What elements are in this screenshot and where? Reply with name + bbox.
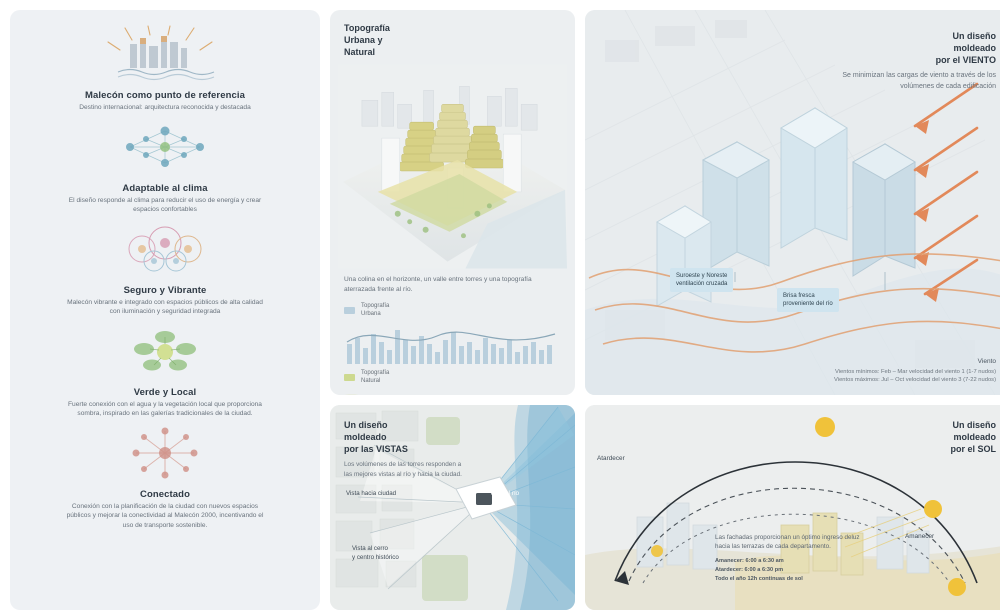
green-leaves-icon [70, 321, 260, 383]
principle-text: Conexión con la planificación de la ciudad con nuevos espacios públicos y mejorar la conectividad al Malecón 2000, incentivando el uso de transporte sostenible. [66, 502, 264, 529]
principle-title: Conectado [140, 488, 190, 500]
sun-note-block [715, 533, 875, 584]
sun-times: Amanecer: 6:00 a 6:30 am Atardecer: 6:00 a 6:30 pm Todo el año 12h continuas de sol [715, 558, 803, 583]
views-description: Los volúmenes de las torres responden a las mejores vistas al río y hacia la ciudad. [344, 461, 462, 479]
views-panel [330, 405, 575, 610]
principle-item [26, 219, 304, 317]
sun-heading-block [871, 419, 996, 455]
sun-panel [585, 405, 1000, 610]
principle-text: Malecón vibrante e integrado con espacios públicos de alta calidad con iluminación y seguridad integrada [67, 298, 263, 316]
principle-text: Destino internacional: arquitectura reconocida y destacada [79, 104, 251, 111]
topography-panel [330, 10, 575, 395]
principle-title: Seguro y Vibrante [123, 284, 207, 296]
principle-text: Fuerte conexión con el agua y la vegetación local que proporciona sombra, inspirado en las galerías tradicionales de la ciudad. [68, 400, 262, 418]
river-breeze-tag: Brisa fresca proveniente del río [777, 288, 839, 312]
principle-item [26, 423, 304, 531]
topography-legend-urban [344, 303, 561, 318]
cross-ventilation-tag: Suroeste y Noreste ventilación cruzada [670, 268, 733, 292]
topography-title: Topografía Urbana y Natural [344, 23, 390, 58]
connectivity-nodes-icon [70, 423, 260, 485]
natural-topography-chart [344, 387, 561, 395]
sunset-label: Atardecer [597, 455, 625, 462]
wind-panel [585, 10, 1000, 395]
wind-footnote-heading: Viento [977, 357, 996, 365]
legend-swatch [344, 374, 355, 381]
topography-caption: Una colina en el horizonte, un valle entre torres y una topografía aterrazada frente al río. [344, 276, 532, 294]
principle-title: Malecón como punto de referencia [85, 90, 245, 101]
views-heading-block [344, 419, 469, 480]
principles-panel [10, 10, 320, 610]
topography-massing-render [338, 64, 567, 269]
principle-text: El diseño responde al clima para reducir el uso de energía y crear espacios confortables [68, 196, 262, 214]
legend-label: Topografía Natural [361, 370, 390, 384]
legend-swatch [344, 307, 355, 314]
view-river-label: Vista al río [490, 490, 520, 497]
safety-bubbles-icon [70, 219, 260, 281]
views-title: Un diseño moldeado por las VISTAS [344, 420, 408, 455]
view-hill-label: Vista al cerro y centro histórico [352, 545, 399, 561]
wind-heading-block [811, 30, 996, 92]
principle-item [26, 117, 304, 215]
urban-topography-chart [344, 320, 561, 364]
malecon-skyline-icon [70, 24, 260, 86]
climate-network-icon [70, 117, 260, 179]
wind-title: Un diseño moldeado por el VIENTO [935, 31, 996, 66]
legend-label: Topografía Urbana [361, 303, 390, 317]
sunrise-label: Amanecer [905, 533, 935, 540]
principle-title: Verde y Local [133, 386, 197, 398]
wind-footnote [834, 358, 996, 385]
topography-legend-natural [344, 370, 561, 385]
sun-title: Un diseño moldeado por el SOL [950, 420, 996, 455]
sun-note-text: Las fachadas proporcionan un óptimo ingreso deluz hacia las terrazas de cada departamento. [715, 533, 860, 551]
principle-title: Adaptable al clima [122, 182, 208, 194]
principle-item [26, 24, 304, 113]
wind-description: Se minimizan las cargas de viento a través de los volúmenes de cada edificación [842, 72, 996, 90]
view-city-label: Vista hacia ciudad [346, 490, 397, 497]
principle-item [26, 321, 304, 419]
wind-footnote-lines: Vientos mínimos: Feb – Mar velocidad del viento 1 (1-7 nudos) Vientos máximos: Jul – Oct velocidad del viento 3 (7-22 nudos) [834, 368, 996, 384]
